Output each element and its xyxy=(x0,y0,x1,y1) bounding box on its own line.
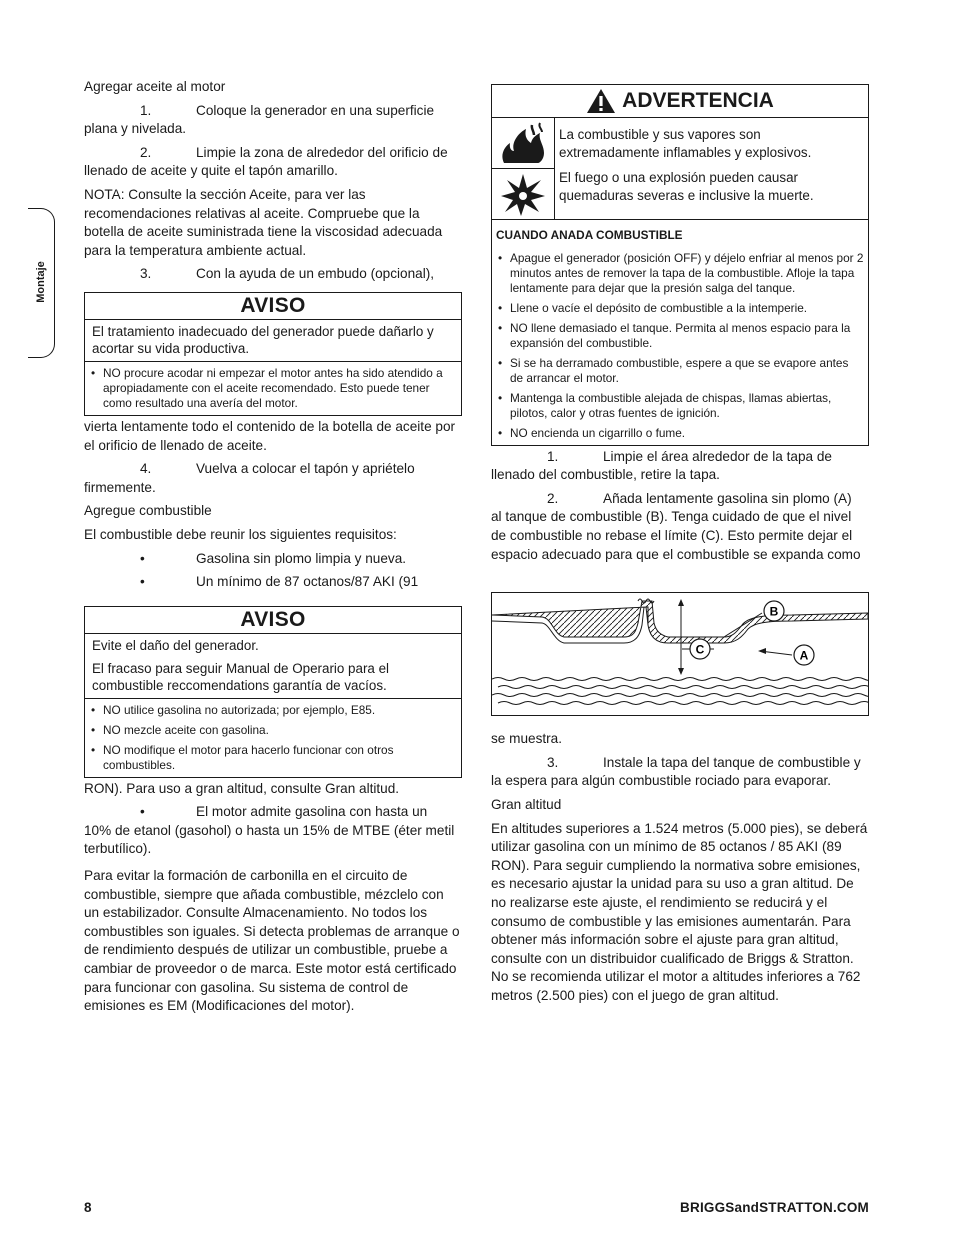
figure-caption: se muestra. xyxy=(491,731,563,747)
notice-box-fuel xyxy=(84,606,462,778)
warning-header xyxy=(492,85,868,118)
fuel-tank-diagram xyxy=(492,593,868,715)
notice-list xyxy=(85,699,461,777)
hazard-text-burns: El fuego o una explosión pueden causar quemaduras severas e inclusive la muerte. xyxy=(559,170,814,203)
list-item: • NO procure acodar ni empezar el motor antes ha sido atendido a apropiadamente con el aceite recomendado. Esto puede tener como resultado una avería del motor. xyxy=(89,366,457,411)
notice-title: AVISO xyxy=(85,293,461,320)
fuel-tank-figure xyxy=(491,592,869,716)
page-number: 8 xyxy=(84,1200,92,1215)
warning-title: ADVERTENCIA xyxy=(622,89,774,112)
explosion-icon xyxy=(492,168,554,219)
heading-add-oil: Agregar aceite al motor xyxy=(84,79,226,94)
notice-list xyxy=(85,362,461,415)
fire-icon xyxy=(492,118,554,168)
website-link[interactable]: BRIGGSandSTRATTON.COM xyxy=(680,1200,869,1215)
requirement-3: • El motor admite gasolina con hasta un 10% de etanol (gasohol) o hasta un 15% de MTBE (éter metil terbutílico). xyxy=(84,804,455,857)
heading-add-fuel: Agregue combustible xyxy=(84,503,212,519)
notice-body: El tratamiento inadecuado del generador puede dañarlo y acortar su vida productiva. xyxy=(85,320,461,362)
step-3: 3. Con la ayuda de un embudo (opcional), xyxy=(140,266,435,282)
section-tab-label: Montaje xyxy=(35,261,47,303)
step-4: 4. Vuelva a colocar el tapón y apriételo firmemente. xyxy=(84,461,415,495)
svg-text:C: C xyxy=(695,642,705,657)
ron-text: RON). Para uso a gran altitud, consulte Gran altitud. xyxy=(84,780,400,796)
left-column xyxy=(84,78,462,1021)
notice-box-oil xyxy=(84,292,462,416)
right-column xyxy=(491,84,869,1010)
altitude-text: En altitudes superiores a 1.524 metros (5.000 pies), se deberá utilizar gasolina con un mínimo de 85 octanos / 85 AKI (89 RON). Para seguir cumpliendo la normativa sobre emisiones, es necesario ajustar la unidad para su uso a gran altitud. De no realizarse este ajuste, el rendimiento se reducirá y el consumo de combustible y las emisiones aumentarán. Para obtener más información sobre el ajuste para gran altitud, consulte con un distribuidor cualificado de Briggs & Stratton. No se recomienda utilizar el motor a altitudes inferiores a 762 metros (2.500 pies) con el juego de gran altitud. xyxy=(491,820,868,1003)
notice-title: AVISO xyxy=(85,607,461,634)
list-item: • Apague el generador (posición OFF) y déjelo enfriar al menos por 2 minutos antes de remover la tapa de la combustible. Afloje la tapa lentamente para dejar que la presión salga del tanque. xyxy=(496,251,864,296)
warning-subheading: CUANDO ANADA COMBUSTIBLE xyxy=(496,228,683,242)
warning-box xyxy=(491,84,869,446)
hazard-text-flammable: La combustible y sus vapores son extremadamente inflamables y explosivos. xyxy=(559,127,812,160)
warning-triangle-icon xyxy=(586,88,616,114)
notice-body: Evite el daño del generador. El fracaso para seguir Manual de Operario para el combustible reccomendations garantía de vacíos. xyxy=(85,634,461,699)
requirement-1: • Gasolina sin plomo limpia y nueva. xyxy=(140,550,407,566)
list-item: • NO mezcle aceite con gasolina. xyxy=(89,723,457,738)
list-item: • NO encienda un cigarrillo o fume. xyxy=(496,426,864,441)
requirement-2: • Un mínimo de 87 octanos/87 AKI (91 xyxy=(140,574,419,590)
pour-oil-text: vierta lentamente todo el contenido de la botella de aceite por el orificio de llenado de aceite. xyxy=(84,418,456,453)
list-item: • Mantenga la combustible alejada de chispas, llamas abiertas, pilotos, calor y otras fuentes de ignición. xyxy=(496,391,864,421)
list-item: • NO modifique el motor para hacerlo funcionar con otros combustibles. xyxy=(89,743,457,773)
stabilizer-text: Para evitar la formación de carbonilla en el circuito de combustible, siempre que añada combustible, mézclelo con un estabilizador. Consulte Almacenamiento. No todos los combustibles son iguales. Si detecta problemas de arranque o de rendimiento después de utilizar un combustible, pruebe a cambiar de proveedor o de marca. Este motor está certificado para funcionar con gasolina. Su sistema de control de emisiones es EM (Modificaciones del motor). xyxy=(84,868,460,1014)
list-item: • Llene o vacíe el depósito de combustible a la intemperie. xyxy=(496,301,864,316)
fuel-requirements: El combustible debe reunir los siguientes requisitos: xyxy=(84,526,397,542)
list-item: • NO utilice gasolina no autorizada; por ejemplo, E85. xyxy=(89,703,457,718)
oil-note: NOTA: Consulte la sección Aceite, para ver las recomendaciones relativas al aceite. Compruebe que la botella de aceite suministrada tiene la viscosidad adecuada para la temperatura ambiente actual. xyxy=(84,186,443,258)
step-3: 3. Instale la tapa del tanque de combustible y la espera para algún combustible rociado para evaporar. xyxy=(491,754,861,789)
warning-list xyxy=(492,247,868,445)
list-item: • NO llene demasiado el tanque. Permita al menos espacio para la expansión del combustible. xyxy=(496,321,864,351)
step-1: 1. Limpie el área alrededor de la tapa de llenado del combustible, retire la tapa. xyxy=(491,448,832,483)
svg-text:A: A xyxy=(799,648,809,663)
warning-hazards xyxy=(492,118,868,220)
list-item: • Si se ha derramado combustible, espere a que se evapore antes de arrancar el motor. xyxy=(496,356,864,386)
svg-text:B: B xyxy=(769,604,779,619)
step-2: 2. Limpie la zona de alrededor del orificio de llenado de aceite y quite el tapón amarillo. xyxy=(84,144,448,179)
step-2: 2. Añada lentamente gasolina sin plomo (A) al tanque de combustible (B). Tenga cuidado de que el nivel de combustible no rebase el límite (C). Esto permite dejar el espacio adecuado para que el combustible se expanda como xyxy=(491,490,861,562)
heading-altitude: Gran altitud xyxy=(491,796,562,812)
step-1: 1. Coloque la generador en una superficie plana y nivelada. xyxy=(84,102,435,137)
